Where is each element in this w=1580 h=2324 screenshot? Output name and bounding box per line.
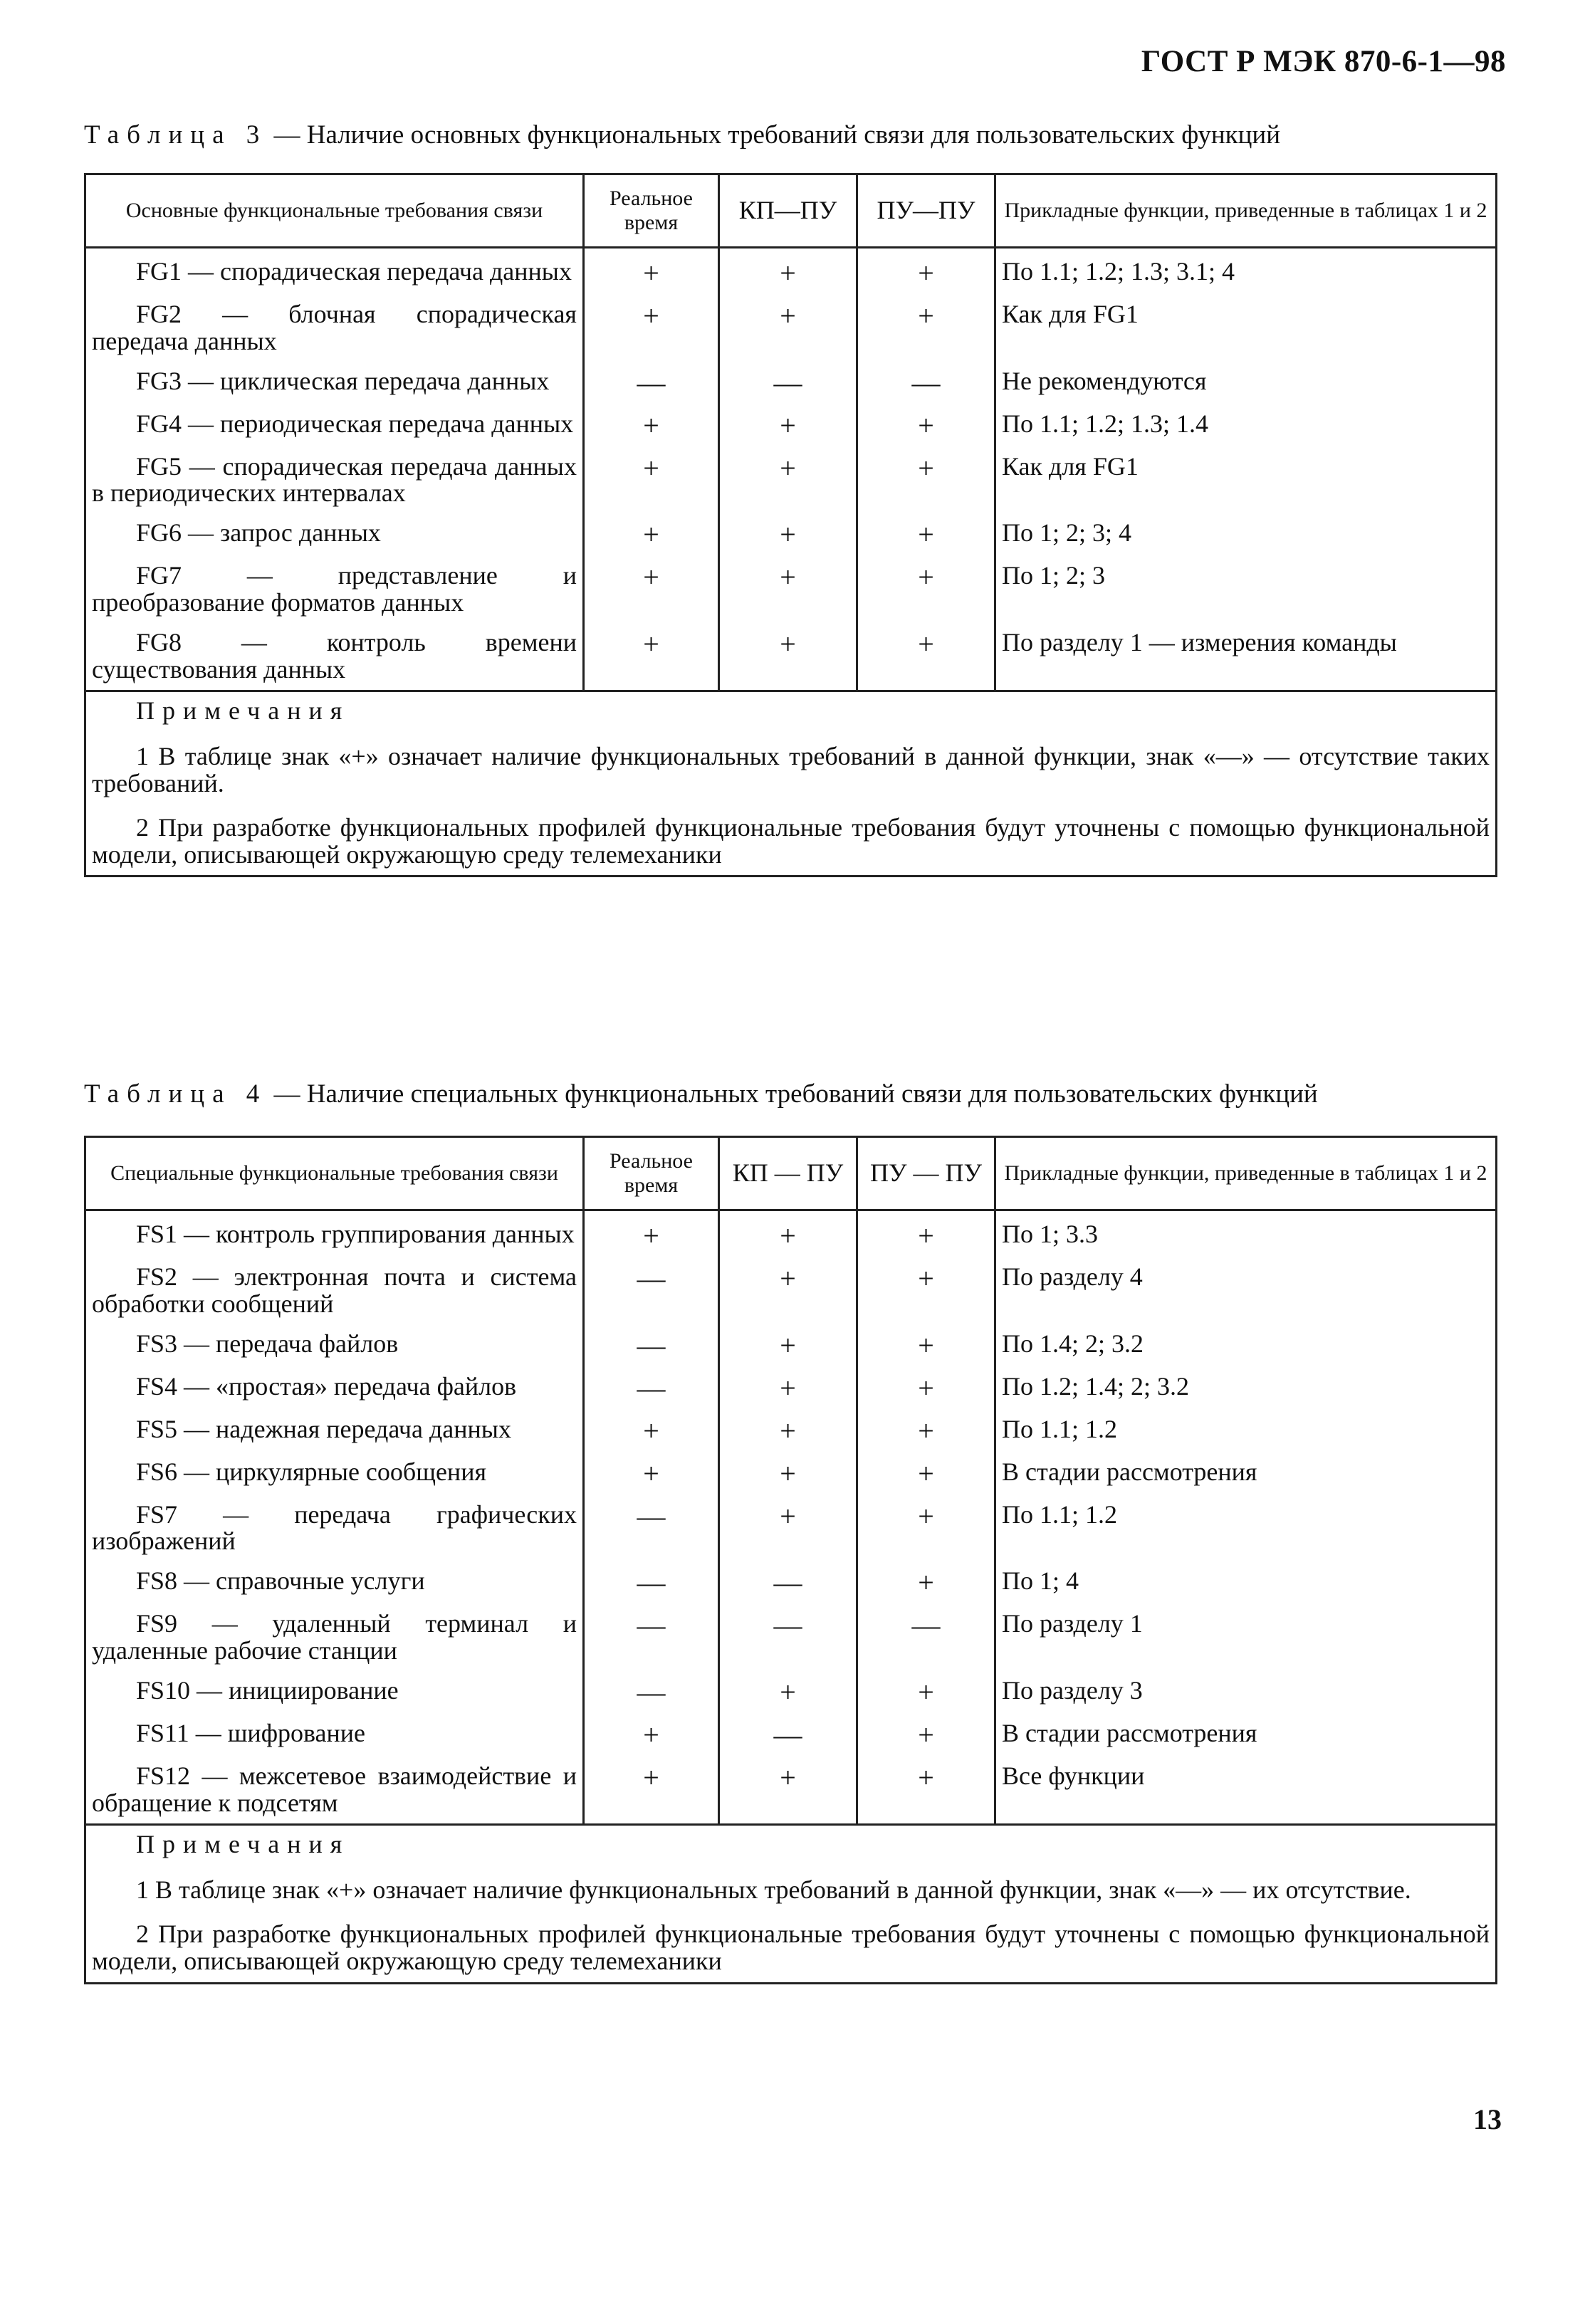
application-cell: По разделу 1 — измерения команды bbox=[995, 624, 1497, 691]
pu-pu-mark: + bbox=[857, 624, 995, 691]
table-row bbox=[85, 1757, 1497, 1825]
table-row bbox=[85, 448, 1497, 515]
realtime-mark: — bbox=[584, 1562, 719, 1605]
kp-pu-mark: + bbox=[719, 405, 857, 448]
pu-pu-mark: + bbox=[857, 1210, 995, 1259]
kp-pu-mark: + bbox=[719, 1757, 857, 1825]
table-row bbox=[85, 557, 1497, 624]
pu-pu-mark: + bbox=[857, 1715, 995, 1757]
table4-col-realtime: Реальное время bbox=[584, 1137, 719, 1210]
application-cell: По разделу 3 bbox=[995, 1672, 1497, 1715]
pu-pu-mark: + bbox=[857, 295, 995, 362]
application-cell: Все функции bbox=[995, 1757, 1497, 1825]
table-row bbox=[85, 1715, 1497, 1757]
table4-notes-row bbox=[85, 1825, 1497, 1983]
table4-notes bbox=[85, 1825, 1497, 1983]
kp-pu-mark: + bbox=[719, 1410, 857, 1453]
requirement-cell: FS2 — электронная почта и система обработки сообщений bbox=[85, 1258, 584, 1325]
requirement-cell: FS12 — межсетевое взаимодействие и обращение к подсетям bbox=[85, 1757, 584, 1825]
application-cell: По 1.1; 1.2; 1.3; 3.1; 4 bbox=[995, 248, 1497, 296]
realtime-mark: + bbox=[584, 1210, 719, 1259]
application-cell: По 1; 2; 3; 4 bbox=[995, 514, 1497, 557]
requirement-cell: FS6 — циркулярные сообщения bbox=[85, 1453, 584, 1496]
table-row bbox=[85, 1453, 1497, 1496]
pu-pu-mark: + bbox=[857, 1368, 995, 1410]
realtime-mark: — bbox=[584, 1258, 719, 1325]
table3-col-realtime: Реальное время bbox=[584, 174, 719, 248]
table-row bbox=[85, 1605, 1497, 1672]
realtime-mark: — bbox=[584, 1672, 719, 1715]
requirement-cell: FG2 — блочная спорадическая передача данных bbox=[85, 295, 584, 362]
pu-pu-mark: + bbox=[857, 405, 995, 448]
table-row bbox=[85, 248, 1497, 296]
pu-pu-mark: — bbox=[857, 362, 995, 405]
pu-pu-mark: + bbox=[857, 1410, 995, 1453]
application-cell: По 1.1; 1.2 bbox=[995, 1410, 1497, 1453]
realtime-mark: + bbox=[584, 557, 719, 624]
requirement-cell: FS1 — контроль группирования данных bbox=[85, 1210, 584, 1259]
table4-caption-label: Таблица 4 bbox=[84, 1079, 268, 1109]
page-number: 13 bbox=[1473, 2103, 1502, 2135]
application-cell: По 1; 3.3 bbox=[995, 1210, 1497, 1259]
realtime-mark: + bbox=[584, 405, 719, 448]
realtime-mark: + bbox=[584, 448, 719, 515]
kp-pu-mark: + bbox=[719, 248, 857, 296]
kp-pu-mark: + bbox=[719, 1368, 857, 1410]
table4-col-requirements: Специальные функциональные требования связи bbox=[85, 1137, 584, 1210]
table3-notes-row bbox=[85, 691, 1497, 876]
kp-pu-mark: — bbox=[719, 1605, 857, 1672]
kp-pu-mark: + bbox=[719, 1453, 857, 1496]
table4 bbox=[84, 1136, 1497, 1984]
table-row bbox=[85, 1368, 1497, 1410]
realtime-mark: — bbox=[584, 1368, 719, 1410]
table-row bbox=[85, 295, 1497, 362]
requirement-cell: FS10 — инициирование bbox=[85, 1672, 584, 1715]
application-cell: В стадии рассмотрения bbox=[995, 1715, 1497, 1757]
pu-pu-mark: + bbox=[857, 1325, 995, 1368]
realtime-mark: + bbox=[584, 1757, 719, 1825]
table4-col-applications: Прикладные функции, приведенные в таблицах 1 и 2 bbox=[995, 1137, 1497, 1210]
application-cell: По 1.1; 1.2; 1.3; 1.4 bbox=[995, 405, 1497, 448]
table3-caption-text: — Наличие основных функциональных требований связи для пользовательских функций bbox=[267, 120, 1280, 150]
application-cell: Как для FG1 bbox=[995, 448, 1497, 515]
requirement-cell: FG4 — периодическая передача данных bbox=[85, 405, 584, 448]
table3-col-kp-pu: КП—ПУ bbox=[719, 174, 857, 248]
table4-note-2: 2 При разработке функциональных профилей функциональные требования будут уточнены с помощью функциональной модели, описывающей окружающую среду телемеханики bbox=[92, 1919, 1490, 1975]
table4-header-row bbox=[85, 1137, 1497, 1210]
application-cell: По 1.2; 1.4; 2; 3.2 bbox=[995, 1368, 1497, 1410]
table-row bbox=[85, 362, 1497, 405]
requirement-cell: FS9 — удаленный терминал и удаленные рабочие станции bbox=[85, 1605, 584, 1672]
realtime-mark: + bbox=[584, 624, 719, 691]
kp-pu-mark: + bbox=[719, 1258, 857, 1325]
table3-notes-title: Примечания bbox=[136, 696, 350, 726]
pu-pu-mark: + bbox=[857, 448, 995, 515]
table3-note-1: 1 В таблице знак «+» означает наличие функциональных требований в данной функции, знак «—» — отсутствие таких требований. bbox=[92, 742, 1490, 797]
realtime-mark: + bbox=[584, 248, 719, 296]
kp-pu-mark: + bbox=[719, 624, 857, 691]
requirement-cell: FG3 — циклическая передача данных bbox=[85, 362, 584, 405]
pu-pu-mark: + bbox=[857, 1496, 995, 1563]
kp-pu-mark: — bbox=[719, 1562, 857, 1605]
kp-pu-mark: + bbox=[719, 448, 857, 515]
application-cell: Как для FG1 bbox=[995, 295, 1497, 362]
kp-pu-mark: — bbox=[719, 1715, 857, 1757]
realtime-mark: + bbox=[584, 1715, 719, 1757]
realtime-mark: — bbox=[584, 1325, 719, 1368]
requirement-cell: FS11 — шифрование bbox=[85, 1715, 584, 1757]
kp-pu-mark: + bbox=[719, 1325, 857, 1368]
requirement-cell: FG8 — контроль времени существования данных bbox=[85, 624, 584, 691]
table-row bbox=[85, 514, 1497, 557]
table3-notes bbox=[85, 691, 1497, 876]
table3-col-applications: Прикладные функции, приведенные в таблицах 1 и 2 bbox=[995, 174, 1497, 248]
requirement-cell: FG6 — запрос данных bbox=[85, 514, 584, 557]
pu-pu-mark: + bbox=[857, 1562, 995, 1605]
table3-col-requirements: Основные функциональные требования связи bbox=[85, 174, 584, 248]
table3-note-2: 2 При разработке функциональных профилей функциональные требования будут уточнены с помощью функциональной модели, описывающей окружающую среду телемеханики bbox=[92, 812, 1490, 869]
table-row bbox=[85, 1672, 1497, 1715]
requirement-cell: FG1 — спорадическая передача данных bbox=[85, 248, 584, 296]
table3-header-row bbox=[85, 174, 1497, 248]
table-row bbox=[85, 1496, 1497, 1563]
requirement-cell: FS5 — надежная передача данных bbox=[85, 1410, 584, 1453]
realtime-mark: — bbox=[584, 362, 719, 405]
realtime-mark: + bbox=[584, 514, 719, 557]
table-row bbox=[85, 1562, 1497, 1605]
kp-pu-mark: + bbox=[719, 1496, 857, 1563]
table3-caption-label: Таблица 3 bbox=[84, 120, 268, 150]
application-cell: По разделу 4 bbox=[995, 1258, 1497, 1325]
realtime-mark: + bbox=[584, 1453, 719, 1496]
pu-pu-mark: + bbox=[857, 1757, 995, 1825]
pu-pu-mark: + bbox=[857, 1453, 995, 1496]
table4-col-kp-pu: КП — ПУ bbox=[719, 1137, 857, 1210]
table-row bbox=[85, 624, 1497, 691]
kp-pu-mark: + bbox=[719, 295, 857, 362]
kp-pu-mark: + bbox=[719, 557, 857, 624]
table4-notes-title: Примечания bbox=[136, 1830, 350, 1859]
application-cell: Не рекомендуются bbox=[995, 362, 1497, 405]
pu-pu-mark: + bbox=[857, 248, 995, 296]
table4-note-1: 1 В таблице знак «+» означает наличие функциональных требований в данной функции, знак «—» — их отсутствие. bbox=[136, 1875, 1411, 1905]
table-row bbox=[85, 405, 1497, 448]
pu-pu-mark: + bbox=[857, 1258, 995, 1325]
table3-caption bbox=[84, 120, 1280, 150]
pu-pu-mark: — bbox=[857, 1605, 995, 1672]
application-cell: По 1; 4 bbox=[995, 1562, 1497, 1605]
table-row bbox=[85, 1258, 1497, 1325]
application-cell: По 1.4; 2; 3.2 bbox=[995, 1325, 1497, 1368]
requirement-cell: FG7 — представление и преобразование форматов данных bbox=[85, 557, 584, 624]
requirement-cell: FG5 — спорадическая передача данных в периодических интервалах bbox=[85, 448, 584, 515]
table-row bbox=[85, 1410, 1497, 1453]
table4-caption bbox=[84, 1079, 1318, 1109]
table4-col-pu-pu: ПУ — ПУ bbox=[857, 1137, 995, 1210]
requirement-cell: FS4 — «простая» передача файлов bbox=[85, 1368, 584, 1410]
kp-pu-mark: + bbox=[719, 514, 857, 557]
pu-pu-mark: + bbox=[857, 1672, 995, 1715]
requirement-cell: FS3 — передача файлов bbox=[85, 1325, 584, 1368]
realtime-mark: — bbox=[584, 1496, 719, 1563]
table3 bbox=[84, 173, 1497, 877]
kp-pu-mark: + bbox=[719, 1672, 857, 1715]
kp-pu-mark: + bbox=[719, 1210, 857, 1259]
table4-caption-text: — Наличие специальных функциональных требований связи для пользовательских функций bbox=[267, 1079, 1318, 1109]
requirement-cell: FS8 — справочные услуги bbox=[85, 1562, 584, 1605]
pu-pu-mark: + bbox=[857, 514, 995, 557]
realtime-mark: + bbox=[584, 295, 719, 362]
application-cell: По 1; 2; 3 bbox=[995, 557, 1497, 624]
realtime-mark: + bbox=[584, 1410, 719, 1453]
table-row bbox=[85, 1210, 1497, 1259]
document-code: ГОСТ Р МЭК 870-6-1—98 bbox=[1141, 45, 1506, 78]
application-cell: По 1.1; 1.2 bbox=[995, 1496, 1497, 1563]
table-row bbox=[85, 1325, 1497, 1368]
pu-pu-mark: + bbox=[857, 557, 995, 624]
realtime-mark: — bbox=[584, 1605, 719, 1672]
application-cell: По разделу 1 bbox=[995, 1605, 1497, 1672]
application-cell: В стадии рассмотрения bbox=[995, 1453, 1497, 1496]
requirement-cell: FS7 — передача графических изображений bbox=[85, 1496, 584, 1563]
table3-col-pu-pu: ПУ—ПУ bbox=[857, 174, 995, 248]
kp-pu-mark: — bbox=[719, 362, 857, 405]
